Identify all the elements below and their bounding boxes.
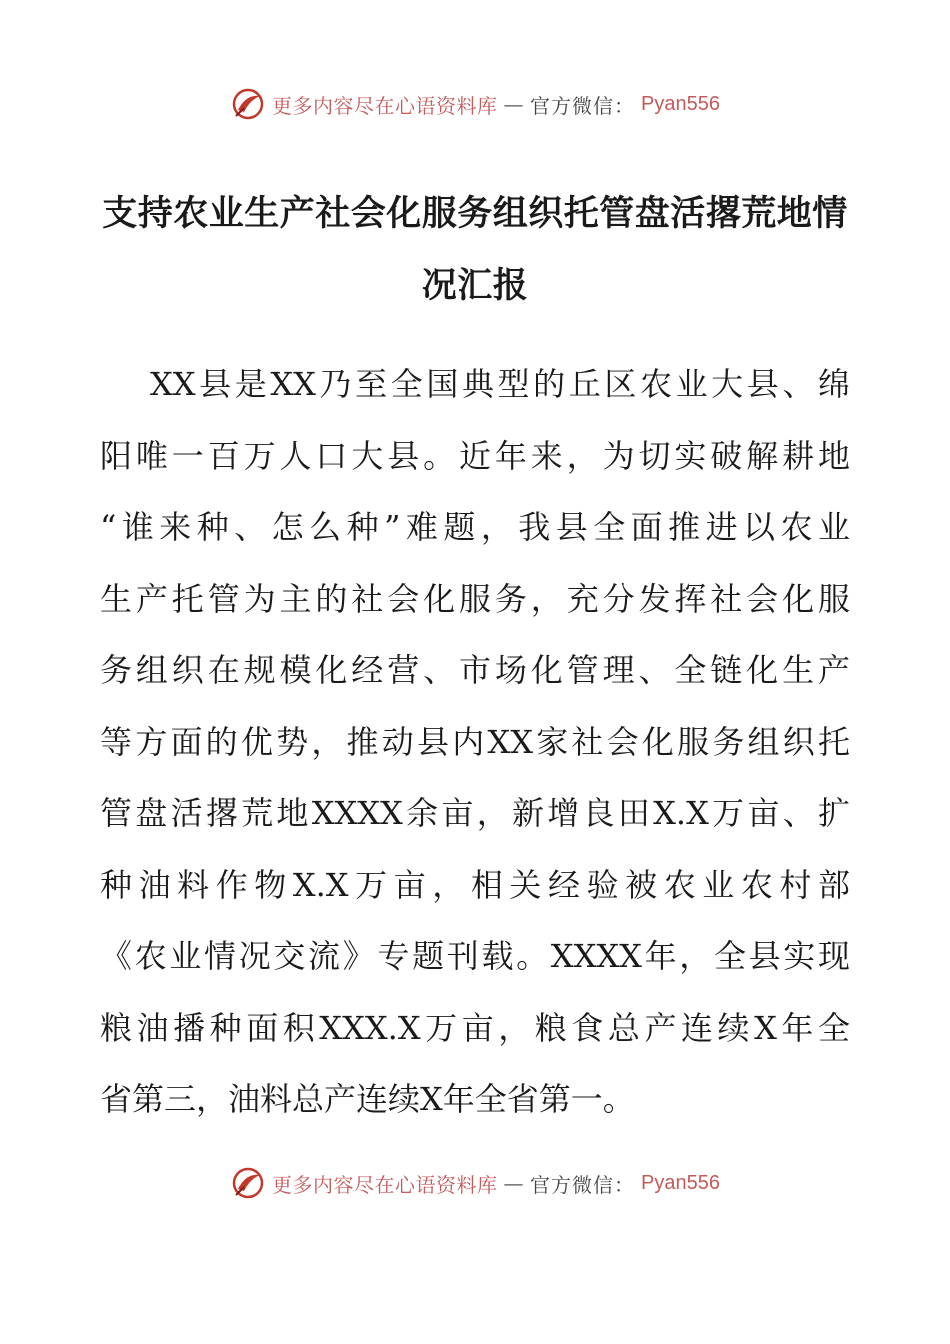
paragraph-line: 粮油播种面积XXX.X万亩，粮食总产连续X年全 [100, 1008, 850, 1047]
paragraph-line: 等方面的优势，推动县内XX家社会化服务组织托 [100, 722, 850, 761]
watermark-text: 更多内容尽在心语资料库 [272, 1172, 498, 1197]
paragraph-line: 《农业情况交流》专题刊载。XXXX年，全县实现 [100, 937, 850, 975]
document-title [100, 178, 850, 322]
title-line: 支持农业生产社会化服务组织托管盘活撂荒地情 [102, 194, 848, 234]
watermark-wechat-id: Pyan556 [641, 92, 720, 115]
paragraph-line: 生产托管为主的社会化服务，充分发挥社会化服 [100, 579, 850, 618]
brush-logo-icon [230, 1165, 266, 1201]
paragraph-line: 省第三，油料总产连续X年全省第一。 [100, 1080, 635, 1118]
watermark-wechat-id: Pyan556 [641, 1171, 720, 1194]
paragraph-line: XX县是XX乃至全国典型的丘区农业大县、绵 [150, 365, 850, 403]
watermark-separator: — [503, 1171, 525, 1195]
watermark-header [0, 84, 950, 124]
watermark-text: 更多内容尽在心语资料库 [272, 93, 498, 118]
watermark-footer [0, 1163, 950, 1203]
watermark-wechat-label: 官方微信： [530, 1172, 636, 1197]
paragraph-line: 种油料作物X.X万亩，相关经验被农业农村部 [100, 865, 850, 904]
paragraph-line: 管盘活撂荒地XXXX余亩，新增良田X.X万亩、扩 [100, 794, 850, 832]
body-paragraph [100, 349, 850, 1136]
brush-logo-icon [230, 86, 266, 122]
watermark-wechat-label: 官方微信： [530, 93, 636, 118]
paragraph-line: “谁来种、怎么种”难题，我县全面推进以农业 [100, 508, 850, 546]
title-line: 况汇报 [421, 266, 529, 306]
paragraph-line: 阳唯一百万人口大县。近年来，为切实破解耕地 [100, 436, 850, 475]
watermark-separator: — [503, 92, 525, 116]
paragraph-line: 务组织在规模化经营、市场化管理、全链化生产 [100, 651, 850, 689]
